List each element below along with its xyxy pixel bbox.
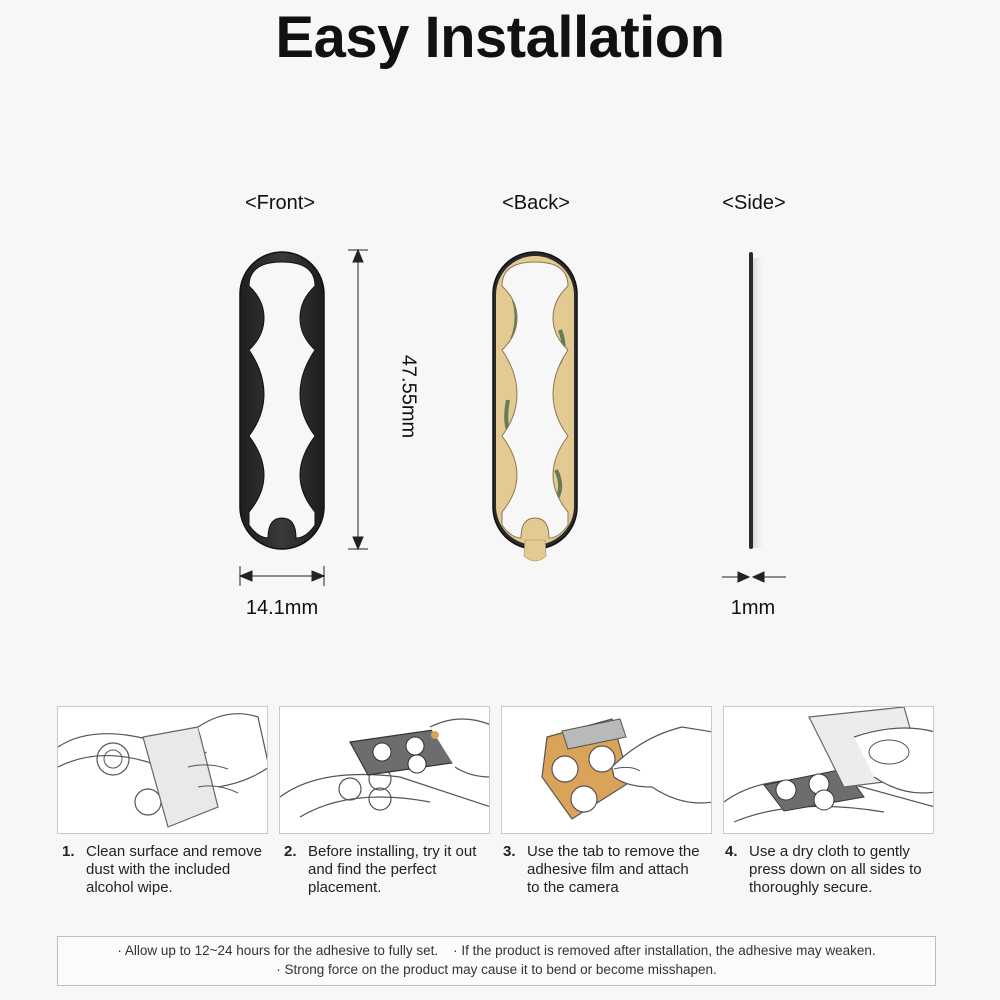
- width-dimension-label: 14.1mm: [245, 597, 319, 619]
- thickness-dimension-label: 1mm: [730, 597, 776, 619]
- step-1-number: 1.: [62, 843, 75, 860]
- step-4-number: 4.: [725, 843, 738, 860]
- side-view-label: <Side>: [722, 192, 786, 214]
- side-profile: [749, 252, 766, 549]
- notes-box: [57, 936, 936, 986]
- back-view-label: <Back>: [502, 192, 570, 214]
- step-1-description: Clean surface and remove dust with the included alcohol wipe.: [86, 843, 262, 896]
- width-dimension-line: [240, 566, 324, 586]
- height-dimension-label: 47.55mm: [397, 354, 420, 439]
- step-2-number: 2.: [284, 843, 297, 860]
- back-ring: [493, 252, 577, 561]
- step-4-text: [725, 843, 925, 897]
- thickness-dimension-line: [722, 572, 786, 582]
- step-2-text: [284, 843, 484, 897]
- step-1-illustration: [57, 706, 268, 834]
- front-view-label: <Front>: [244, 192, 316, 214]
- note-line-1: · Allow up to 12~24 hours for the adhesive to fully set. · If the product is removed after installation, the adhesive may weaken.: [117, 943, 876, 958]
- front-ring: [240, 252, 324, 549]
- step-1-text: [62, 843, 262, 897]
- page-title: Easy Installation: [275, 5, 725, 70]
- step-3-description: Use the tab to remove the adhesive film and attach to the camera: [527, 843, 700, 896]
- height-dimension-line: [348, 250, 368, 549]
- step-2-illustration: [279, 706, 490, 834]
- note-line-2: · Strong force on the product may cause it to bend or become misshapen.: [276, 962, 717, 977]
- step-4-description: Use a dry cloth to gently press down on all sides to thoroughly secure.: [749, 843, 922, 896]
- step-4-illustration: [723, 706, 934, 834]
- step-3-illustration: [501, 706, 712, 834]
- step-3-number: 3.: [503, 843, 516, 860]
- step-3-text: [503, 843, 703, 897]
- step-2-description: Before installing, try it out and find the perfect placement.: [308, 843, 477, 896]
